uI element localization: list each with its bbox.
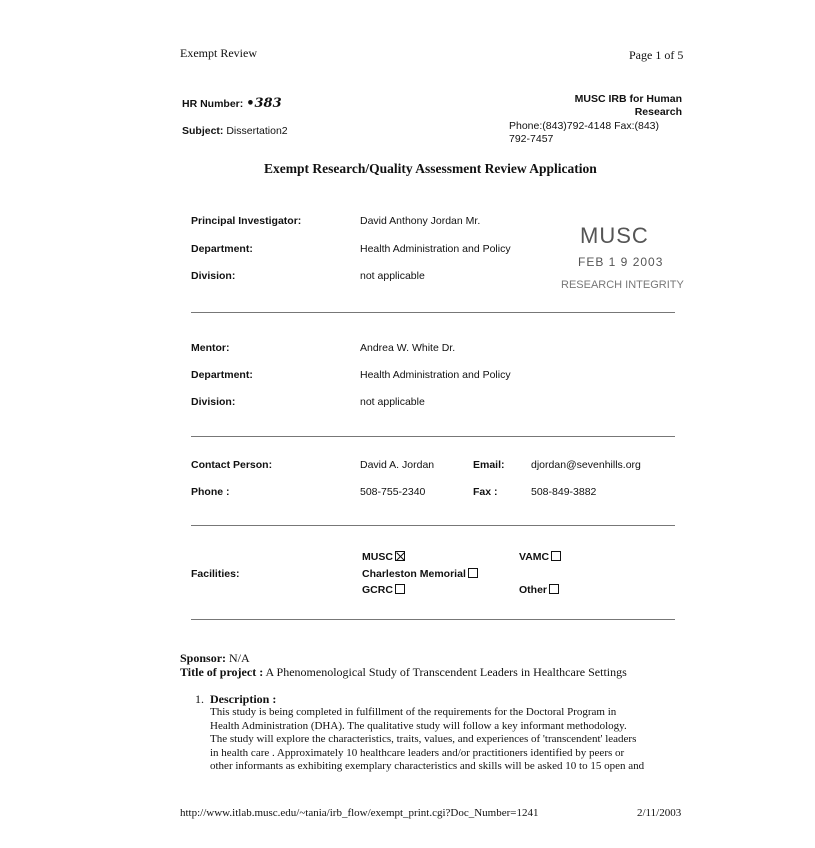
mentor-department-label: Department: [191,369,253,381]
fax-value: 508-849-3882 [531,486,597,498]
project-title-value: A Phenomenological Study of Transcendent Leaders in Healthcare Settings [265,665,627,679]
mentor-value: Andrea W. White Dr. [360,342,456,354]
facility-vamc [519,551,561,563]
hr-number-value: •383 [246,96,282,111]
description-line: Health Administration (DHA). The qualitative study will follow a key informant methodology. [210,719,627,732]
mentor-division-value: not applicable [360,396,425,408]
pi-value: David Anthony Jordan Mr. [360,215,481,227]
hr-number-label: HR Number: [182,98,244,110]
sponsor-value: N/A [229,651,250,665]
facility-vamc-checkbox[interactable] [551,551,561,561]
facility-vamc-label: VAMC [519,551,550,563]
facility-musc-label: MUSC [362,551,393,563]
email-value: djordan@sevenhills.org [531,459,641,471]
project-title [180,665,627,680]
description-line: The study will explore the characteristics, traits, values, and experiences of 'transcendent' leaders [210,733,637,745]
stamp-date: FEB 1 9 2003 [578,255,664,269]
irb-name-line2: Research [634,106,682,118]
description-body [210,706,700,774]
pi-division-value: not applicable [360,270,425,282]
facility-charleston-label: Charleston Memorial [362,568,466,580]
fax-label: Fax : [473,486,498,498]
description-line: This study is being completed in fulfillment of the requirements for the Doctoral Program in [210,706,617,718]
subject [182,125,288,137]
divider [191,436,675,437]
facility-charleston-checkbox[interactable] [468,568,478,578]
page-header-title: Exempt Review [180,46,257,60]
footer-date: 2/11/2003 [637,807,682,819]
facility-musc-checkbox[interactable] [395,551,405,561]
description-line: other informants as exhibiting exemplary characteristics and skills will be asked 10 to 15 open and [210,760,645,772]
stamp-line3: RESEARCH INTEGRITY [561,279,684,291]
form-title: Exempt Research/Quality Assessment Review Application [264,161,597,176]
description-line: in health care . Approximately 10 healthcare leaders and/or practitioners identified by peers or [210,746,625,759]
email-label: Email: [473,459,505,471]
divider [191,525,675,526]
facility-other-label: Other [519,584,548,596]
facility-gcrc [362,584,405,596]
mentor-division-label: Division: [191,396,236,408]
contact-person-value: David A. Jordan [360,459,435,471]
subject-value: Dissertation2 [226,125,288,137]
pi-label: Principal Investigator: [191,215,302,227]
phone-value: 508-755-2340 [360,486,426,498]
pi-department-value: Health Administration and Policy [360,243,511,255]
phone-label: Phone : [191,486,230,498]
subject-label: Subject: [182,125,224,137]
facility-other-checkbox[interactable] [549,584,559,594]
mentor-label: Mentor: [191,342,230,354]
hr-number [182,96,282,111]
facility-charleston [362,568,478,580]
irb-contact-line1: Phone:(843)792-4148 Fax:(843) [509,120,660,132]
facility-gcrc-label: GCRC [362,584,393,596]
facility-gcrc-checkbox[interactable] [395,584,405,594]
contact-person-label: Contact Person: [191,459,273,471]
sponsor-label: Sponsor: [180,651,227,665]
project-title-label: Title of project : [180,665,264,679]
mentor-department-value: Health Administration and Policy [360,369,511,381]
divider [191,312,675,313]
page-number: Page 1 of 5 [629,48,684,62]
irb-name-line1: MUSC IRB for Human [574,93,682,105]
facility-other [519,584,559,596]
stamp-line1: MUSC [580,223,649,248]
facilities-label: Facilities: [191,568,240,580]
pi-department-label: Department: [191,243,253,255]
description-heading: Description : [210,692,277,706]
footer-url: http://www.itlab.musc.edu/~tania/irb_flow/exempt_print.cgi?Doc_Number=1241 [180,807,539,819]
sponsor [180,651,250,666]
description-number: 1. [195,692,204,706]
irb-contact-line2: 792-7457 [509,133,554,145]
pi-division-label: Division: [191,270,236,282]
divider [191,619,675,620]
facility-musc [362,551,405,563]
